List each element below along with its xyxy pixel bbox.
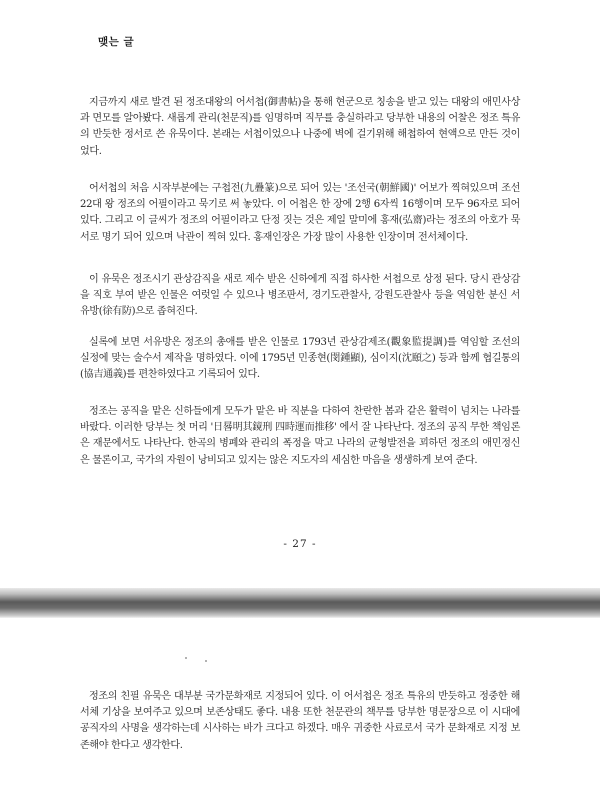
section-heading: 맺는 글 <box>98 36 135 48</box>
page-separator <box>0 588 600 618</box>
paragraph-5: 정조는 공직을 맡은 신하들에게 모두가 맡은 바 직분을 다하여 찬란한 봄과 같은 활력이 넘치는 나라를 바랐다. 이러한 당부는 첫 머리 '日晷明其鏡刑 四時運而推移' 에서 잘 나타난다. 정조의 공직 무한 책임론은 재문에서도 나타난다. 한곡의 병폐와 관리의 폭정을 막고 나라의 균형발전을 꾀하던 정조의 애민정신은 물론이고, 국가의 자원이 낭비되고 있지는 않은 지도자의 세심한 마음을 생생하게 보여 준다. <box>80 406 520 466</box>
paragraph-4: 실록에 보면 서유방은 정조의 총애를 받은 인물로 1793년 관상감제조(觀象監提調)를 역임할 조선의 실정에 맞는 술수서 제작을 명하였다. 이에 1795년 민종현(閔鍾顯), 심이지(沈頤之) 등과 함께 협길통의(協吉通義)를 편찬하였다고 기록되어 있다. <box>80 337 520 381</box>
paragraph-6: 정조의 친필 유묵은 대부분 국가문화재로 지정되어 있다. 이 어서첩은 정조 특유의 반듯하고 정중한 해서체 기상을 보여주고 있으며 보존상태도 좋다. 내용 또한 천문관의 책무를 당부한 명문장으로 이 시대에 공직자의 사명을 생각하는데 시사하는 바가 크다고 하겠다. 매우 귀중한 사료로서 국가 문화재로 지정 보존해야 한다고 생각한다. <box>80 691 520 751</box>
page-number: - 27 - <box>283 538 317 550</box>
paragraph-2: 어서첩의 처음 시작부분에는 구첩전(九疊篆)으로 되어 있는 '조선국(朝鮮國)' 어보가 찍혀있으며 조선 22대 왕 정조의 어필이라고 묵기로 써 놓았다. 이 어첩은 한 장에 2행 6자씩 16행이며 모두 96자로 되어 있다. 그리고 이 글씨가 정조의 어필이라고 단정 짓는 것은 제일 말미에 홍재(弘齋)라는 정조의 아호가 묵서로 명기 되어 있으며 낙관이 찍혀 있다. 홍재인장은 가장 많이 사용한 인장이며 전서체이다. <box>80 183 520 243</box>
scan-speck <box>185 657 187 659</box>
scan-speck <box>205 660 207 662</box>
paragraph-3: 이 유묵은 정조시기 관상감직을 새로 제수 받은 신하에게 직접 하사한 서첩으로 상정 된다. 당시 관상감을 직호 부여 받은 인물은 여럿일 수 있으나 병조판서, 경기도관찰사, 강원도관찰사 등을 역임한 분신 서유방(徐有防)으로 좁혀진다. <box>80 274 520 318</box>
paragraph-1: 지금까지 새로 발견 된 정조대왕의 어서첩(御書帖)을 통해 현군으로 칭송을 받고 있는 대왕의 애민사상과 면모를 알아봤다. 새롭게 관리(천문직)를 임명하며 직무를 충실하라고 당부한 내용의 어찰은 정조 특유의 반듯한 정서로 쓴 유묵이다. 본래는 서첩이었으나 나중에 벽에 걸기위해 해첩하여 현액으로 만든 것이었다. <box>80 97 520 157</box>
